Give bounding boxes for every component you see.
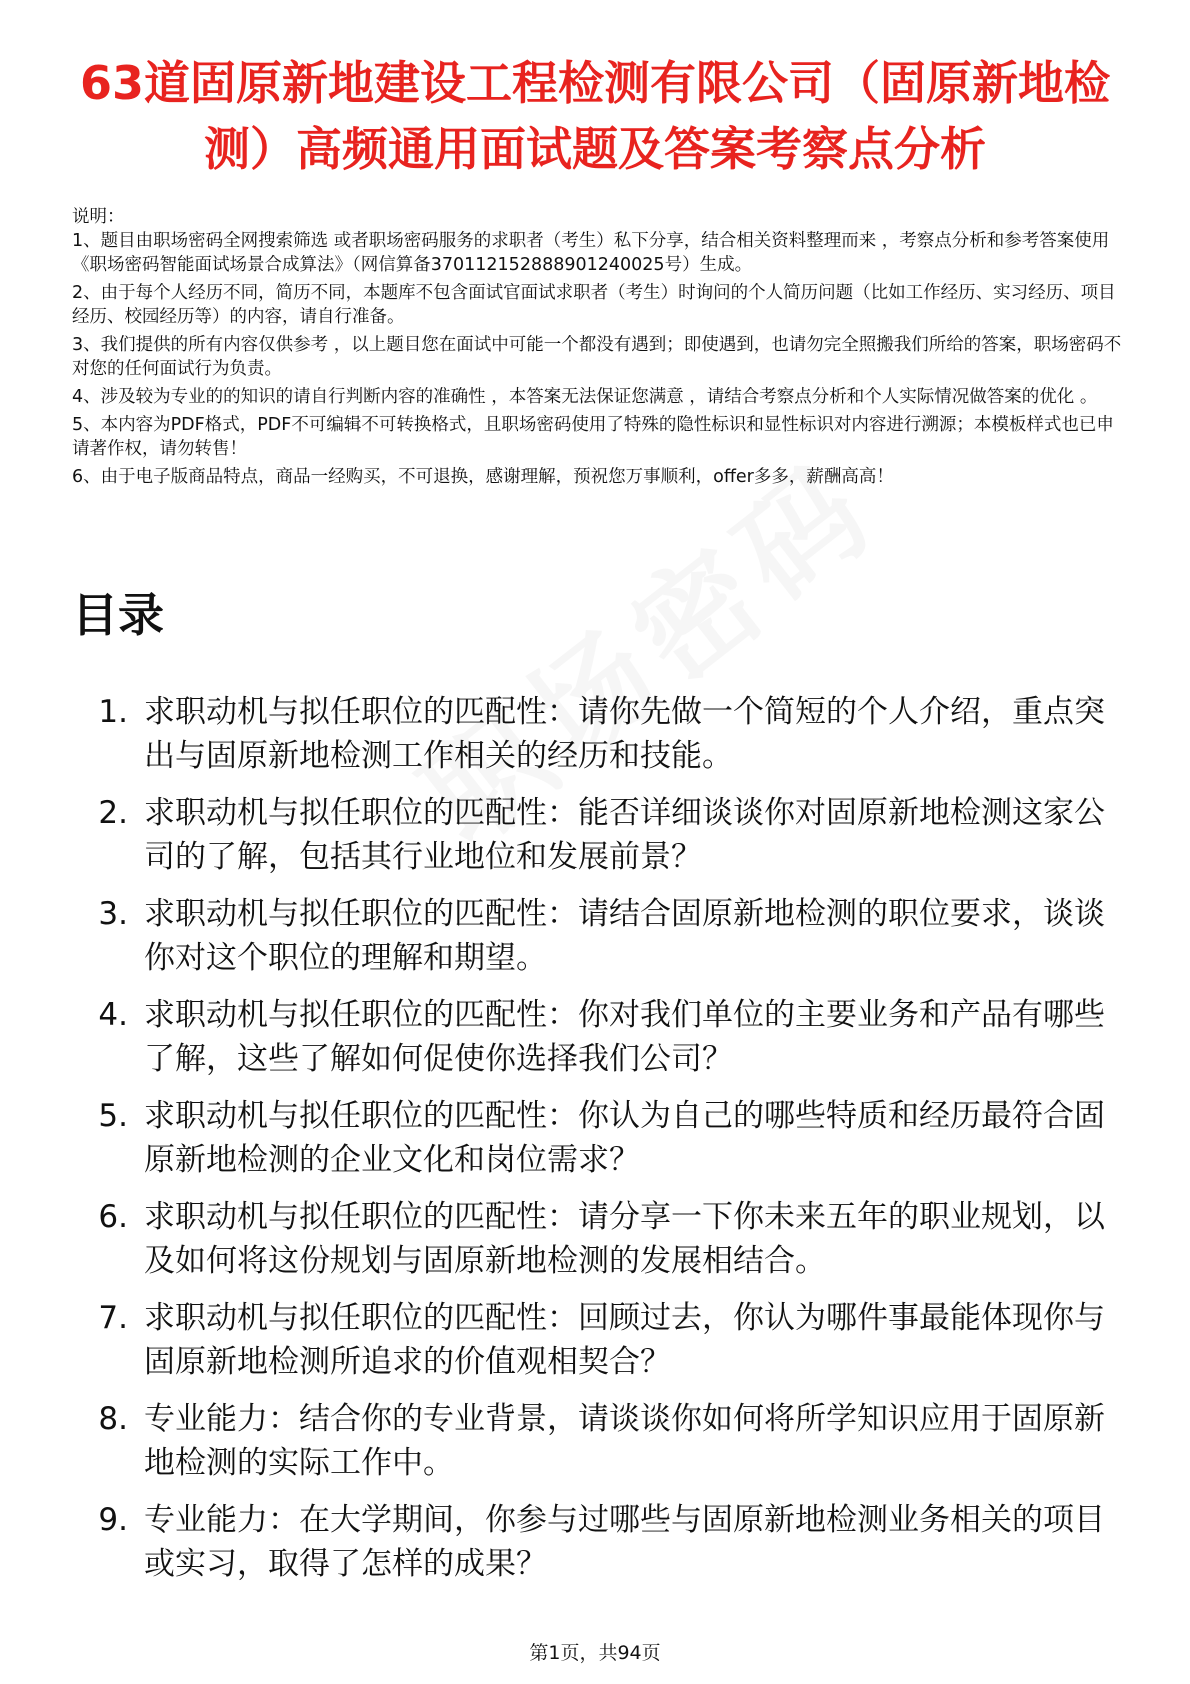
- toc-item-text: 专业能力：结合你的专业背景，请谈谈你如何将所学知识应用于固原新地检测的实际工作中。: [144, 1401, 1105, 1481]
- toc-item-number: 1.: [98, 694, 128, 730]
- toc-item[interactable]: [72, 1498, 1132, 1586]
- toc-item[interactable]: [72, 892, 1132, 980]
- toc-item-number: 4.: [98, 997, 128, 1033]
- toc-item[interactable]: [72, 1296, 1132, 1384]
- toc-item-text: 专业能力：在大学期间，你参与过哪些与固原新地检测业务相关的项目或实习，取得了怎样的成果？: [144, 1502, 1105, 1582]
- toc-item[interactable]: [72, 993, 1132, 1081]
- toc-item-number: 9.: [98, 1502, 128, 1538]
- toc-item-number: 3.: [98, 896, 128, 932]
- toc-item[interactable]: [72, 690, 1132, 778]
- toc-item[interactable]: [72, 1195, 1132, 1283]
- note-item: 2、由于每个人经历不同，简历不同，本题库不包含面试官面试求职者（考生）时询问的个人简历问题（比如工作经历、实习经历、项目经历、校园经历等）的内容，请自行准备。: [72, 283, 1116, 327]
- toc-item-text: 求职动机与拟任职位的匹配性：回顾过去，你认为哪件事最能体现你与固原新地检测所追求的价值观相契合？: [144, 1300, 1105, 1380]
- toc-item[interactable]: [72, 791, 1132, 879]
- toc-item[interactable]: [72, 1094, 1132, 1182]
- toc-item-number: 7.: [98, 1300, 128, 1336]
- toc-item-text: 求职动机与拟任职位的匹配性：请分享一下你未来五年的职业规划，以及如何将这份规划与固原新地检测的发展相结合。: [144, 1199, 1105, 1279]
- toc-item[interactable]: [72, 1397, 1132, 1485]
- toc-heading: 目录: [72, 588, 164, 642]
- toc-item-text: 求职动机与拟任职位的匹配性：你对我们单位的主要业务和产品有哪些了解，这些了解如何促使你选择我们公司？: [144, 997, 1105, 1077]
- toc-item-number: 8.: [98, 1401, 128, 1437]
- note-item: 4、涉及较为专业的的知识的请自行判断内容的准确性 ，本答案无法保证您满意 ，请结合考察点分析和个人实际情况做答案的优化 。: [72, 387, 1098, 407]
- toc-item-text: 求职动机与拟任职位的匹配性：请结合固原新地检测的职位要求，谈谈你对这个职位的理解和期望。: [144, 896, 1105, 976]
- notes-section: [72, 205, 1122, 493]
- toc-item-text: 求职动机与拟任职位的匹配性：能否详细谈谈你对固原新地检测这家公司的了解，包括其行业地位和发展前景？: [144, 795, 1105, 875]
- note-item: 6、由于电子版商品特点，商品一经购买，不可退换，感谢理解，预祝您万事顺利，offer多多，薪酬高高！: [72, 467, 894, 487]
- toc-item-number: 5.: [98, 1098, 128, 1134]
- toc-item-number: 2.: [98, 795, 128, 831]
- document-title: 63道固原新地建设工程检测有限公司（固原新地检测）高频通用面试题及答案考察点分析: [79, 56, 1110, 176]
- toc-list: [72, 690, 1132, 1599]
- toc-item-text: 求职动机与拟任职位的匹配性：请你先做一个简短的个人介绍，重点突出与固原新地检测工作相关的经历和技能。: [144, 694, 1105, 774]
- note-item: 5、本内容为PDF格式，PDF不可编辑不可转换格式，且职场密码使用了特殊的隐性标识和显性标识对内容进行溯源；本模板样式也已申请著作权，请勿转售！: [72, 415, 1114, 459]
- notes-heading: 说明：: [72, 207, 125, 227]
- page-footer: 第1页，共94页: [529, 1642, 661, 1664]
- toc-item-text: 求职动机与拟任职位的匹配性：你认为自己的哪些特质和经历最符合固原新地检测的企业文化和岗位需求？: [144, 1098, 1105, 1178]
- note-item: 3、我们提供的所有内容仅供参考 ，以上题目您在面试中可能一个都没有遇到；即使遇到，也请勿完全照搬我们所给的答案，职场密码不对您的任何面试行为负责。: [72, 335, 1122, 379]
- toc-item-number: 6.: [98, 1199, 128, 1235]
- note-item: 1、题目由职场密码全网搜索筛选 或者职场密码服务的求职者（考生）私下分享，结合相关资料整理而来 ，考察点分析和参考答案使用《职场密码智能面试场景合成算法》（网信算备370112152888901240025号）生成。: [72, 231, 1110, 275]
